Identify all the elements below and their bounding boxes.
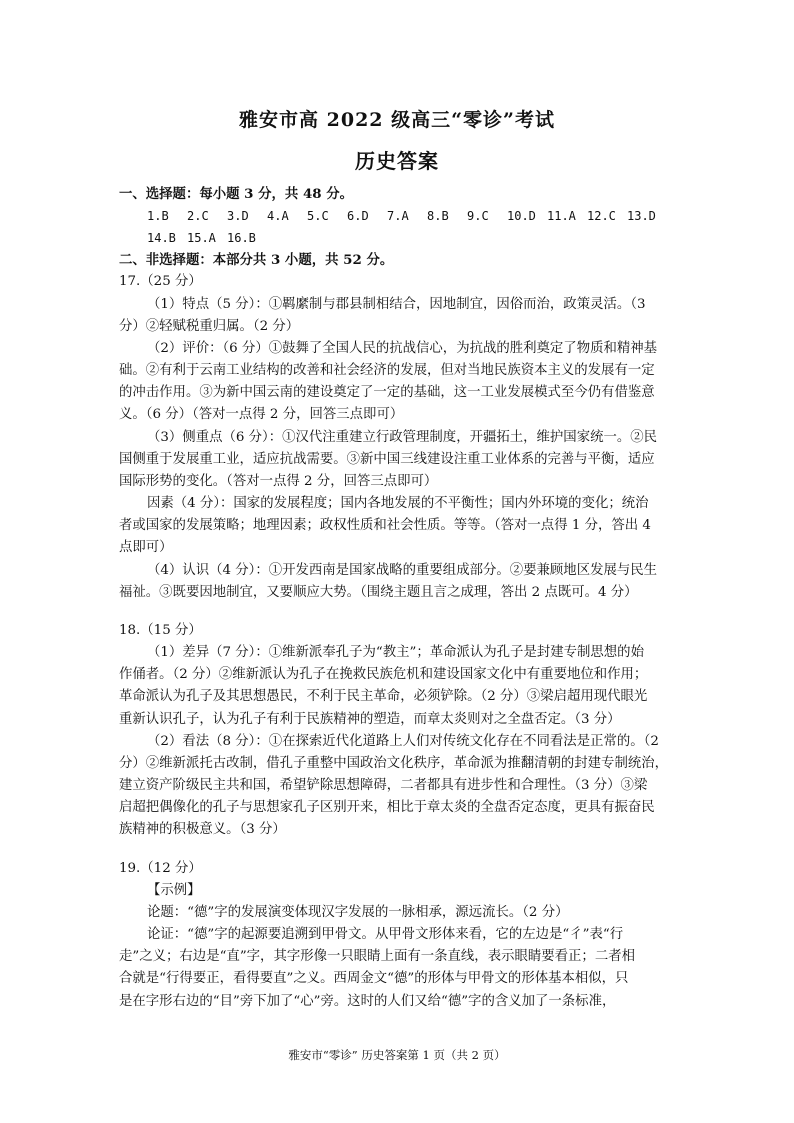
q19-text-line: 合就是“行得要正，看得要直”之义。西周金文“德”的形体与甲骨文的形体基本相似，只 (119, 971, 629, 986)
mc-answer: 12.C (587, 209, 616, 223)
q17-text-line: （2）评价：（6 分）①鼓舞了全国人民的抗战信心，为抗战的胜利奠定了物质和精神基 (147, 341, 658, 356)
mc-answer: 9.C (467, 209, 489, 223)
mc-answer: 3.D (227, 209, 249, 223)
section-1-heading: 一、选择题：每小题 3 分，共 48 分。 (119, 186, 354, 202)
page-footer: 雅安市“零诊” 历史答案第 1 页（共 2 页） (288, 1048, 506, 1062)
q17-text-line: 的冲击作用。③为新中国云南的建设奠定了一定的基础，这一工业发展模式至今仍有借鉴意 (119, 385, 655, 400)
mc-answer: 13.D (627, 209, 656, 223)
q18-text-line: 重新认识孔子，认为孔子有利于民族精神的塑造，而章太炎则对之全盘否定。（3 分） (119, 712, 621, 727)
q18-text-line: 启超把偶像化的孔子与思想家孔子区别开来，相比于章太炎的全盘否定态度，更具有振奋民 (119, 800, 655, 815)
q17-text-line: （3）侧重点（6 分）：①汉代注重建立行政管理制度，开疆拓土，维护国家统一。②民 (147, 430, 658, 445)
mc-answer: 11.A (547, 209, 576, 223)
mc-answer: 14.B (147, 231, 176, 245)
mc-answer: 2.C (187, 209, 209, 223)
mc-answer: 16.B (227, 231, 256, 245)
q17-text-line: 福祉。③既要因地制宜，又要顺应大势。（围绕主题且言之成理，答出 2 点既可。4 分） (119, 585, 638, 600)
section-2-heading: 二、非选择题：本部分共 3 小题，共 52 分。 (119, 252, 394, 268)
q19-text-line: 走”之义；右边是“直”字，其字形像一只眼睛上面有一条直线，表示眼睛要看正；二者相 (119, 949, 635, 964)
q19-text-line: 是在字形右边的“目”旁下加了“心”旁。这时的人们又给“德”字的含义加了一条标准， (119, 994, 616, 1009)
mc-answer: 7.A (387, 209, 409, 223)
q18-text-line: （1）差异（7 分）：①维新派奉孔子为“教主”；革命派认为孔子是封建专制思想的始 (147, 645, 644, 660)
mc-answer: 1.B (147, 209, 169, 223)
q19-text-line: 论证：“德”字的起源要追溯到甲骨文。从甲骨文形体来看，它的左边是“彳”表“行 (147, 927, 624, 942)
mc-answer: 10.D (507, 209, 536, 223)
q17-text-line: 国侧重于发展重工业，适应抗战需要。③新中国三线建设注重工业体系的完善与平衡，适应 (119, 452, 655, 467)
mc-answer: 15.A (187, 231, 216, 245)
q18-text-line: 革命派认为孔子及其思想愚民，不利于民主革命，必须铲除。（2 分）③梁启超用现代眼光 (119, 689, 648, 704)
question-17-number: 17.（25 分） (119, 274, 202, 289)
q17-text-line: 分）②轻赋税重归属。（2 分） (119, 319, 300, 334)
q19-example-label: 【示例】 (147, 883, 201, 898)
q17-text-line: 础。②有利于云南工业结构的改善和社会经济的发展，但对当地民族资本主义的发展有一定 (119, 363, 655, 378)
q18-text-line: 分）②维新派托古改制，借孔子重整中国政治文化秩序，革命派为推翻清朝的封建专制统治， (119, 756, 669, 771)
q17-text-line: 因素（4 分）：国家的发展程度；国内各地发展的不平衡性；国内外环境的变化；统治 (147, 496, 649, 511)
mc-answer: 8.B (427, 209, 449, 223)
q17-text-line: 义。（6 分）（答对一点得 2 分，回答三点即可） (119, 407, 404, 422)
question-18-number: 18.（15 分） (119, 623, 202, 638)
q17-text-line: （1）特点（5 分）：①羁縻制与郡县制相结合，因地制宜，因俗而治，政策灵活。（3 (147, 297, 646, 312)
q18-text-line: 建立资产阶级民主共和国，希望铲除思想障碍，二者都具有进步性和合理性。（3 分）③梁 (119, 778, 648, 793)
q17-text-line: 国际形势的变化。（答对一点得 2 分，回答三点即可） (119, 474, 438, 489)
q18-text-line: 族精神的积极意义。（3 分） (119, 822, 286, 837)
page-subtitle: 历史答案 (355, 149, 439, 173)
mc-answer: 5.C (307, 209, 329, 223)
mc-answers-row-1 (147, 205, 687, 228)
q18-text-line: 作俑者。（2 分）②维新派认为孔子在挽救民族危机和建设国家文化中有重要地位和作用； (119, 667, 648, 682)
q17-text-line: （4）认识（4 分）：①开发西南是国家战略的重要组成部分。②要兼顾地区发展与民生 (147, 563, 658, 578)
mc-answer: 4.A (267, 209, 289, 223)
q18-text-line: （2）看法（8 分）：①在探索近代化道路上人们对传统文化存在不同看法是正常的。（2 (147, 734, 659, 749)
mc-answers-row-2 (147, 227, 687, 250)
q19-text-line: 论题：“德”字的发展演变体现汉字发展的一脉相承，源远流长。（2 分） (147, 905, 569, 920)
q17-text-line: 者或国家的发展策略；地理因素；政权性质和社会性质。等等。（答对一点得 1 分，答出 4 (119, 518, 651, 533)
mc-answer: 6.D (347, 209, 369, 223)
question-19-number: 19.（12 分） (119, 861, 202, 876)
q17-text-line: 点即可） (119, 540, 173, 555)
exam-title: 雅安市高 2022 级高三“零诊”考试 (239, 109, 555, 131)
